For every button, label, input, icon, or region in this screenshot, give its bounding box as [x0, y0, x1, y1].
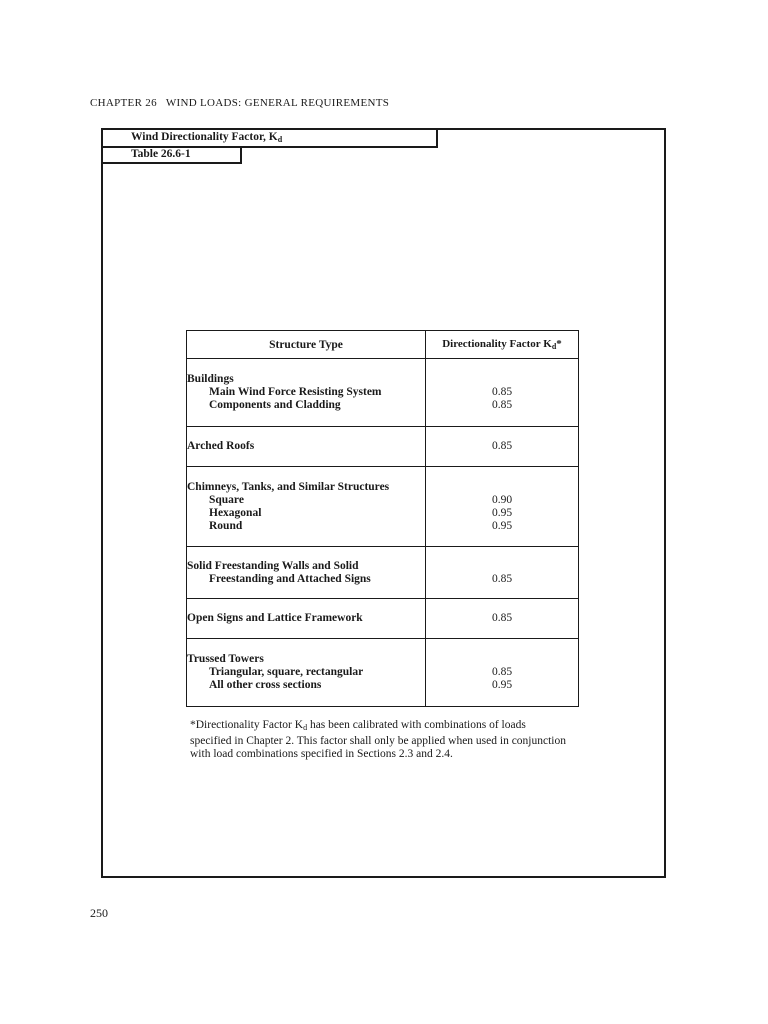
table-row: [187, 547, 579, 599]
structure-category-label: Chimneys, Tanks, and Similar Structures: [187, 480, 390, 493]
structure-category-label: Trussed Towers: [187, 653, 264, 665]
structure-subtype-label: Hexagonal: [209, 506, 262, 519]
structure-type-cell: [187, 467, 426, 547]
structure-category-label: Open Signs and Lattice Framework: [187, 612, 363, 624]
page-number: 250: [90, 906, 108, 920]
factor-value: 0.85: [491, 440, 513, 452]
header-directionality-factor: [426, 331, 579, 359]
structure-subtype-label: Round: [209, 519, 243, 532]
factor-value-cell: [426, 427, 579, 467]
table-row: [187, 359, 579, 427]
structure-category-label: Solid Freestanding Walls and Solid: [187, 559, 359, 572]
header-factor-suffix: *: [556, 338, 562, 350]
table-header-row: [187, 331, 579, 359]
structure-subtype-label: Freestanding and Attached Signs: [209, 572, 371, 585]
structure-type-cell: [187, 547, 426, 599]
running-head: [90, 97, 389, 109]
footnote-subscript: d: [303, 723, 308, 732]
factor-value: [426, 653, 578, 666]
factor-value: 0.85: [491, 666, 513, 678]
factor-value: 0.85: [491, 399, 513, 411]
table-footnote: [190, 719, 570, 762]
table-number-box: [101, 146, 242, 164]
factor-value: [426, 560, 578, 573]
table-title-box: [101, 128, 438, 148]
table-body: [187, 359, 579, 707]
factor-value: 0.95: [491, 519, 513, 532]
factor-value-cell: [426, 359, 579, 427]
table-title: [131, 130, 282, 147]
structure-type-cell: [187, 359, 426, 427]
directionality-table: [186, 330, 579, 707]
factor-value: 0.95: [491, 506, 513, 519]
table-number: Table 26.6-1: [131, 148, 191, 160]
structure-type-cell: [187, 639, 426, 707]
table-row: [187, 467, 579, 547]
chapter-title: WIND LOADS: GENERAL REQUIREMENTS: [165, 97, 390, 109]
structure-subtype-label: Main Wind Force Resisting System: [209, 386, 382, 398]
header-factor-subscript: d: [551, 342, 557, 351]
structure-subtype-label: Square: [209, 493, 244, 506]
factor-value: 0.85: [491, 386, 513, 398]
structure-type-cell: [187, 427, 426, 467]
chapter-label: CHAPTER 26: [90, 97, 157, 109]
header-structure-type: Structure Type: [187, 331, 426, 359]
table-row: [187, 599, 579, 639]
factor-value: [426, 481, 578, 494]
factor-value-cell: [426, 547, 579, 599]
footnote-prefix: *Directionality Factor K: [190, 719, 304, 731]
factor-value: 0.95: [491, 679, 513, 691]
footnote-text: has been calibrated with combinations of loads specified in Chapter 2. This factor shall only be applied when used in conjunction with load combinations specified in Sections 2.3 and 2.4.: [190, 719, 567, 760]
table-title-subscript: d: [277, 135, 283, 144]
factor-value-cell: [426, 639, 579, 707]
table-title-label: Wind Directionality Factor, K: [131, 131, 278, 143]
factor-value: 0.90: [491, 493, 513, 506]
factor-value-cell: [426, 599, 579, 639]
structure-subtype-label: Triangular, square, rectangular: [209, 666, 364, 678]
factor-value: 0.85: [491, 612, 513, 624]
table-row: [187, 639, 579, 707]
structure-category-label: Buildings: [187, 373, 234, 385]
structure-subtype-label: Components and Cladding: [209, 399, 341, 411]
structure-category-label: Arched Roofs: [187, 440, 255, 452]
structure-subtype-label: All other cross sections: [209, 679, 322, 691]
factor-value-cell: [426, 467, 579, 547]
table-row: [187, 427, 579, 467]
header-factor-prefix: Directionality Factor K: [442, 338, 552, 350]
factor-value: [426, 373, 578, 386]
structure-type-cell: [187, 599, 426, 639]
factor-value: 0.85: [491, 572, 513, 585]
